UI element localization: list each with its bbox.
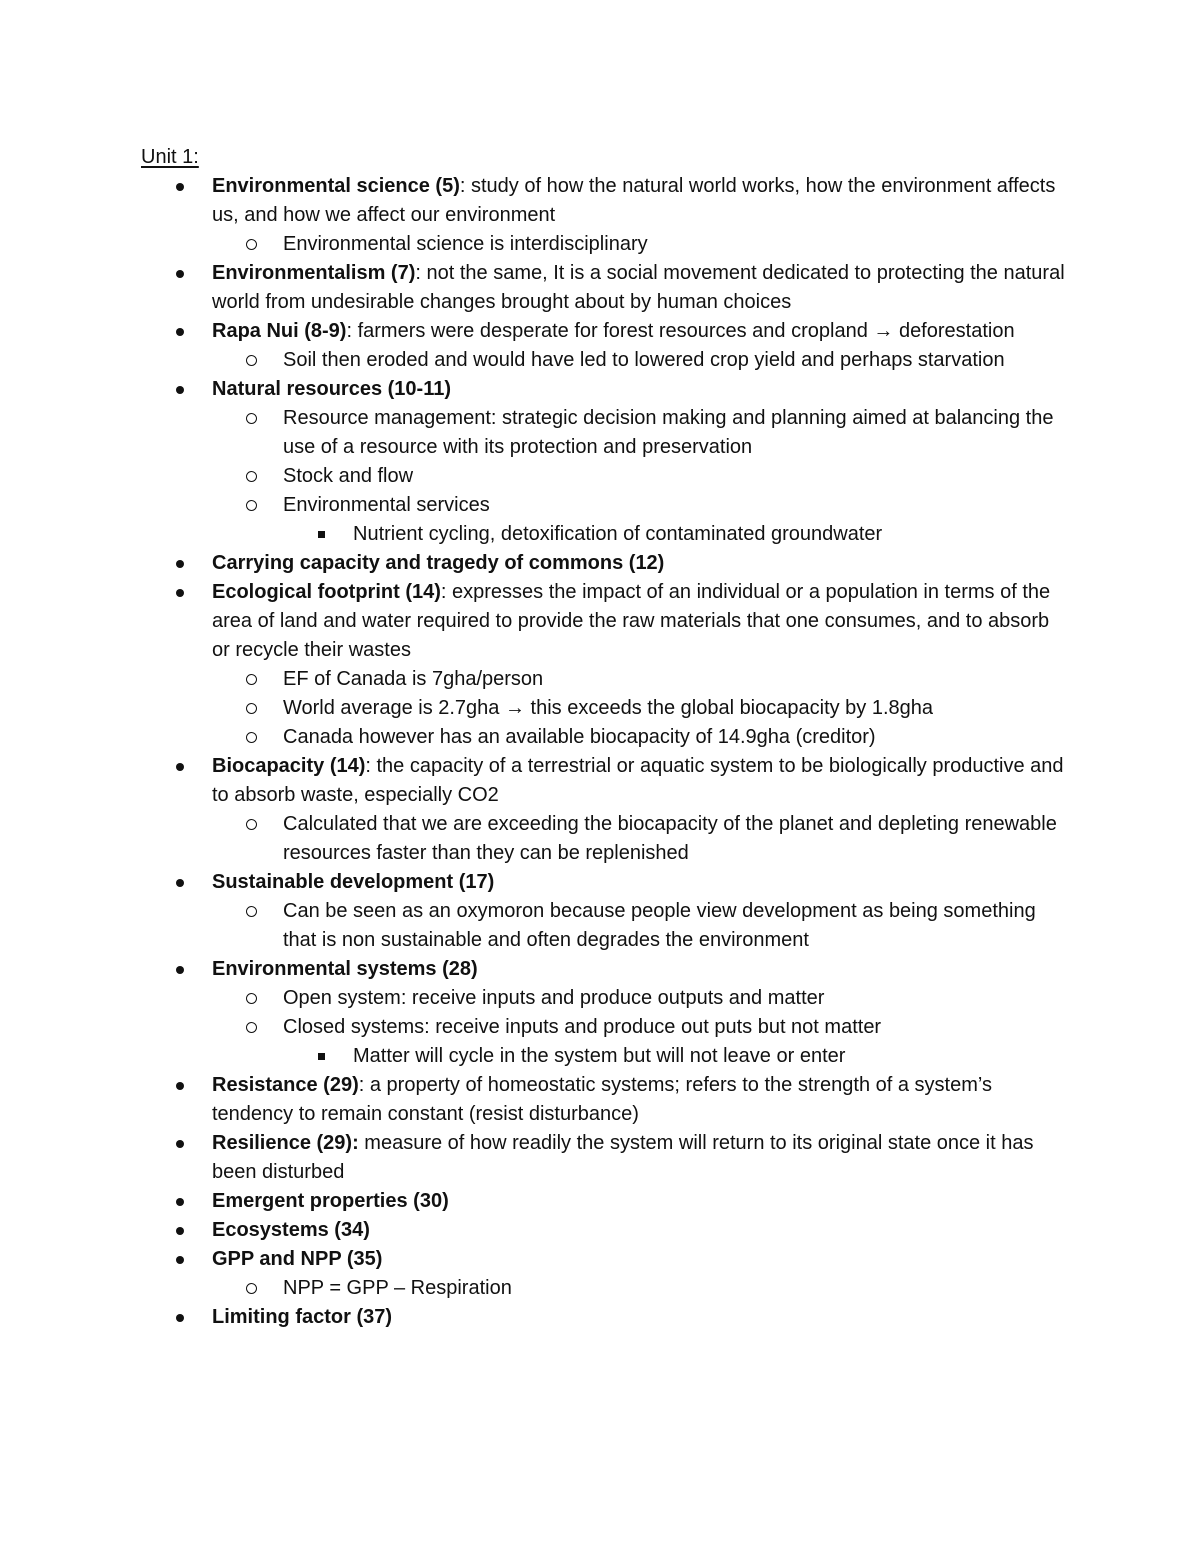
outline-item-level-2 bbox=[141, 694, 1071, 723]
item-text: Resource management: strategic decision making and planning aimed at balancing the use of a resource with its protection and preservation bbox=[283, 407, 1054, 458]
bullet-disc-icon-shape bbox=[176, 966, 184, 974]
bullet-circle-icon-shape bbox=[246, 732, 257, 743]
outline-item-level-1 bbox=[141, 868, 1071, 897]
bullet-circle-icon-shape bbox=[246, 471, 257, 482]
bullet-square-icon bbox=[312, 1042, 332, 1071]
bullet-disc-icon-shape bbox=[176, 1198, 184, 1206]
term: Emergent properties (30) bbox=[212, 1190, 449, 1212]
term: Environmental systems (28) bbox=[212, 958, 478, 980]
bullet-disc-icon bbox=[171, 1245, 191, 1274]
term: GPP and NPP (35) bbox=[212, 1248, 383, 1270]
outline-item-row bbox=[141, 810, 1071, 868]
bullet-circle-icon bbox=[243, 462, 263, 491]
bullet-circle-icon-shape bbox=[246, 703, 257, 714]
term: Rapa Nui (8-9) bbox=[212, 320, 347, 342]
outline-item-row bbox=[141, 317, 1071, 346]
item-text: NPP = GPP – Respiration bbox=[283, 1277, 512, 1299]
outline-item-row bbox=[141, 259, 1071, 317]
item-text: : expresses the impact of an individual or a population in terms of the area of land and water required to provide the raw materials that one consumes, and to absorb or recycle their wastes bbox=[212, 581, 1051, 661]
bullet-disc-icon-shape bbox=[176, 879, 184, 887]
term: Sustainable development (17) bbox=[212, 871, 495, 893]
outline-item-row bbox=[141, 1013, 1071, 1042]
outline-item-level-2 bbox=[141, 346, 1071, 375]
bullet-disc-icon-shape bbox=[176, 270, 184, 278]
outline-item-level-3 bbox=[141, 520, 1071, 549]
outline-item-level-1 bbox=[141, 375, 1071, 404]
outline-item-level-1 bbox=[141, 1245, 1071, 1274]
bullet-circle-icon bbox=[243, 665, 263, 694]
item-text: Nutrient cycling, detoxification of contaminated groundwater bbox=[353, 523, 883, 545]
bullet-circle-icon-shape bbox=[246, 674, 257, 685]
bullet-circle-icon-shape bbox=[246, 500, 257, 511]
bullet-circle-icon-shape bbox=[246, 1022, 257, 1033]
bullet-circle-icon bbox=[243, 1274, 263, 1303]
bullet-disc-icon bbox=[171, 549, 191, 578]
outline-item-row bbox=[141, 172, 1071, 230]
bullet-circle-icon bbox=[243, 984, 263, 1013]
outline-item-level-1 bbox=[141, 1216, 1071, 1245]
bullet-circle-icon-shape bbox=[246, 239, 257, 250]
bullet-circle-icon bbox=[243, 1013, 263, 1042]
outline-item-level-1 bbox=[141, 317, 1071, 346]
bullet-disc-icon bbox=[171, 375, 191, 404]
outline-item-row bbox=[141, 462, 1071, 491]
bullet-disc-icon-shape bbox=[176, 763, 184, 771]
term: Biocapacity (14) bbox=[212, 755, 366, 777]
bullet-disc-icon bbox=[171, 578, 191, 607]
outline-item-level-1 bbox=[141, 259, 1071, 317]
outline-list bbox=[141, 172, 1071, 1332]
outline-item-row bbox=[141, 375, 1071, 404]
bullet-square-icon-shape bbox=[318, 1053, 325, 1060]
outline-item-row bbox=[141, 665, 1071, 694]
bullet-circle-icon bbox=[243, 346, 263, 375]
bullet-circle-icon bbox=[243, 491, 263, 520]
outline-item-row bbox=[141, 1216, 1071, 1245]
bullet-disc-icon-shape bbox=[176, 1140, 184, 1148]
outline-item-level-2 bbox=[141, 1013, 1071, 1042]
item-text: Soil then eroded and would have led to lowered crop yield and perhaps starvation bbox=[283, 349, 1005, 371]
outline-item-level-1 bbox=[141, 578, 1071, 665]
bullet-circle-icon bbox=[243, 230, 263, 259]
item-text: Environmental services bbox=[283, 494, 490, 516]
bullet-circle-icon-shape bbox=[246, 906, 257, 917]
bullet-disc-icon bbox=[171, 1187, 191, 1216]
outline-item-level-1 bbox=[141, 752, 1071, 810]
outline-item-level-2 bbox=[141, 897, 1071, 955]
outline-item-row bbox=[141, 694, 1071, 723]
outline-item-level-2 bbox=[141, 810, 1071, 868]
term: Limiting factor (37) bbox=[212, 1306, 393, 1328]
outline-item-level-2 bbox=[141, 723, 1071, 752]
bullet-disc-icon bbox=[171, 172, 191, 201]
outline-item-row bbox=[141, 404, 1071, 462]
outline-item-row bbox=[141, 520, 1071, 549]
item-text: : farmers were desperate for forest resources and cropland → deforestation bbox=[346, 320, 1015, 342]
bullet-disc-icon-shape bbox=[176, 328, 184, 336]
outline-item-row bbox=[141, 984, 1071, 1013]
outline-item-level-1 bbox=[141, 1303, 1071, 1332]
item-text: Calculated that we are exceeding the biocapacity of the planet and depleting renewable resources faster than they can be replenished bbox=[283, 813, 1057, 864]
bullet-disc-icon bbox=[171, 1071, 191, 1100]
outline-item-level-1 bbox=[141, 549, 1071, 578]
outline-item-level-1 bbox=[141, 955, 1071, 984]
bullet-circle-icon bbox=[243, 404, 263, 433]
bullet-disc-icon bbox=[171, 317, 191, 346]
bullet-disc-icon bbox=[171, 1303, 191, 1332]
item-text: Matter will cycle in the system but will not leave or enter bbox=[353, 1045, 846, 1067]
term: Carrying capacity and tragedy of commons (12) bbox=[212, 552, 665, 574]
outline-item-level-2 bbox=[141, 491, 1071, 520]
item-text: measure of how readily the system will return to its original state once it has been disturbed bbox=[212, 1132, 1034, 1183]
outline-item-row bbox=[141, 1042, 1071, 1071]
bullet-disc-icon-shape bbox=[176, 183, 184, 191]
item-text: World average is 2.7gha → this exceeds the global biocapacity by 1.8gha bbox=[283, 697, 934, 719]
bullet-disc-icon-shape bbox=[176, 1314, 184, 1322]
bullet-disc-icon bbox=[171, 868, 191, 897]
outline-item-level-1 bbox=[141, 172, 1071, 230]
bullet-disc-icon bbox=[171, 752, 191, 781]
term: Natural resources (10-11) bbox=[212, 378, 452, 400]
bullet-circle-icon bbox=[243, 810, 263, 839]
outline-item-level-2 bbox=[141, 665, 1071, 694]
outline-item-row bbox=[141, 752, 1071, 810]
bullet-circle-icon-shape bbox=[246, 1283, 257, 1294]
item-text: Canada however has an available biocapacity of 14.9gha (creditor) bbox=[283, 726, 876, 748]
outline-item-row bbox=[141, 897, 1071, 955]
outline-item-row bbox=[141, 1303, 1071, 1332]
bullet-disc-icon bbox=[171, 1216, 191, 1245]
bullet-circle-icon bbox=[243, 723, 263, 752]
outline-item-level-2 bbox=[141, 462, 1071, 491]
item-text: : not the same, It is a social movement dedicated to protecting the natural world from undesirable changes brought about by human choices bbox=[212, 262, 1065, 313]
outline-item-row bbox=[141, 491, 1071, 520]
bullet-disc-icon-shape bbox=[176, 1256, 184, 1264]
outline-item-row bbox=[141, 1187, 1071, 1216]
outline-item-row bbox=[141, 1129, 1071, 1187]
notes-body bbox=[141, 143, 1071, 1332]
outline-item-row bbox=[141, 955, 1071, 984]
item-text: : study of how the natural world works, how the environment affects us, and how we affect our environment bbox=[212, 175, 1056, 226]
outline-item-row bbox=[141, 230, 1071, 259]
bullet-disc-icon bbox=[171, 955, 191, 984]
bullet-disc-icon-shape bbox=[176, 1082, 184, 1090]
outline-item-level-3 bbox=[141, 1042, 1071, 1071]
bullet-disc-icon-shape bbox=[176, 560, 184, 568]
outline-item-level-1 bbox=[141, 1129, 1071, 1187]
outline-item-level-2 bbox=[141, 230, 1071, 259]
bullet-disc-icon-shape bbox=[176, 1227, 184, 1235]
bullet-circle-icon-shape bbox=[246, 413, 257, 424]
bullet-disc-icon-shape bbox=[176, 386, 184, 394]
outline-item-level-1 bbox=[141, 1071, 1071, 1129]
bullet-circle-icon bbox=[243, 897, 263, 926]
outline-item-row bbox=[141, 868, 1071, 897]
outline-item-row bbox=[141, 1071, 1071, 1129]
outline-item-level-2 bbox=[141, 984, 1071, 1013]
item-text: EF of Canada is 7gha/person bbox=[283, 668, 544, 690]
item-text: Closed systems: receive inputs and produce out puts but not matter bbox=[283, 1016, 882, 1038]
outline-item-row bbox=[141, 346, 1071, 375]
bullet-disc-icon bbox=[171, 1129, 191, 1158]
item-text: Stock and flow bbox=[283, 465, 414, 487]
bullet-circle-icon-shape bbox=[246, 355, 257, 366]
term: Resistance (29) bbox=[212, 1074, 359, 1096]
outline-item-level-2 bbox=[141, 404, 1071, 462]
item-text: Can be seen as an oxymoron because people view development as being something that is non sustainable and often degrades the environment bbox=[283, 900, 1036, 951]
item-text: : the capacity of a terrestrial or aquatic system to be biologically productive and to absorb waste, especially CO2 bbox=[212, 755, 1064, 806]
outline-item-row bbox=[141, 723, 1071, 752]
bullet-square-icon-shape bbox=[318, 531, 325, 538]
outline-item-row bbox=[141, 1245, 1071, 1274]
bullet-square-icon bbox=[312, 520, 332, 549]
item-text: Environmental science is interdisciplinary bbox=[283, 233, 648, 255]
term: Ecosystems (34) bbox=[212, 1219, 370, 1241]
bullet-circle-icon-shape bbox=[246, 819, 257, 830]
bullet-circle-icon-shape bbox=[246, 993, 257, 1004]
term: Resilience (29): bbox=[212, 1132, 359, 1154]
term: Ecological footprint (14) bbox=[212, 581, 441, 603]
outline-item-level-2 bbox=[141, 1274, 1071, 1303]
outline-item-level-1 bbox=[141, 1187, 1071, 1216]
outline-item-row bbox=[141, 578, 1071, 665]
item-text: Open system: receive inputs and produce outputs and matter bbox=[283, 987, 825, 1009]
bullet-disc-icon bbox=[171, 259, 191, 288]
term: Environmentalism (7) bbox=[212, 262, 416, 284]
outline-item-row bbox=[141, 1274, 1071, 1303]
term: Environmental science (5) bbox=[212, 175, 460, 197]
item-text: : a property of homeostatic systems; refers to the strength of a system’s tendency to remain constant (resist disturbance) bbox=[212, 1074, 992, 1125]
unit-title: Unit 1: bbox=[141, 146, 199, 168]
outline-item-row bbox=[141, 549, 1071, 578]
bullet-disc-icon-shape bbox=[176, 589, 184, 597]
bullet-circle-icon bbox=[243, 694, 263, 723]
